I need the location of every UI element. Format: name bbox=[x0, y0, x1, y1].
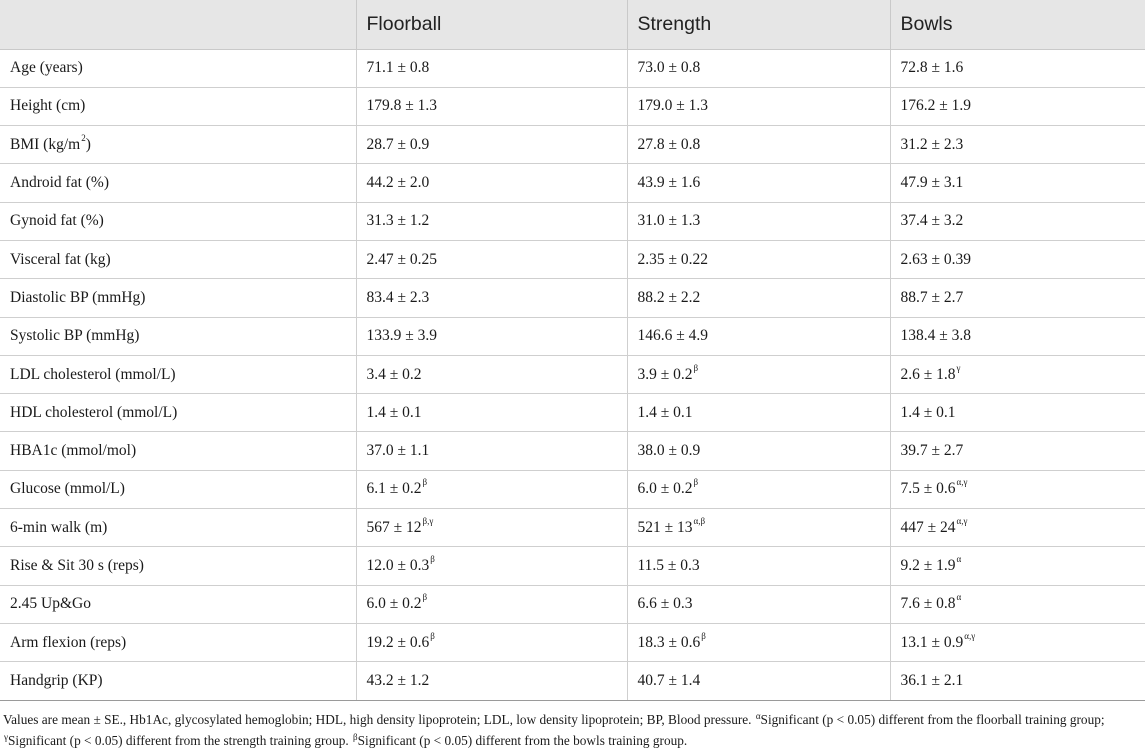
cell-value: 72.8 ± 1.6 bbox=[900, 59, 964, 77]
row-label: Gynoid fat (%) bbox=[10, 212, 104, 230]
row-label-cell bbox=[0, 202, 356, 240]
footnote-alpha-text: Significant (p < 0.05) different from the floorball training group; bbox=[760, 711, 1105, 727]
significance-marker: β bbox=[693, 477, 699, 488]
footnote-gamma-symbol: γ bbox=[4, 731, 8, 742]
significance-marker: α,γ bbox=[956, 515, 968, 526]
cell-value: 43.2 ± 1.2 bbox=[366, 671, 430, 689]
row-label-cell bbox=[0, 87, 356, 125]
cell-value: 11.5 ± 0.3 bbox=[637, 557, 700, 574]
row-label: Diastolic BP (mmHg) bbox=[10, 288, 146, 306]
header-cell-floorball: Floorball bbox=[356, 0, 627, 49]
cell-value: 28.7 ± 0.9 bbox=[366, 135, 430, 153]
table-row bbox=[0, 470, 1145, 508]
row-label: Glucose (mmol/L) bbox=[10, 480, 125, 498]
cell-value: 1.4 ± 0.1 bbox=[637, 403, 693, 421]
cell-value: 567 ± 12 bbox=[366, 518, 422, 536]
cell-value: 19.2 ± 0.6 bbox=[366, 633, 430, 651]
footnote-alpha-symbol: α bbox=[755, 710, 761, 721]
value-cell-strength bbox=[627, 355, 890, 393]
significance-marker: β bbox=[422, 477, 428, 488]
cell-value: 83.4 ± 2.3 bbox=[366, 288, 430, 306]
value-cell-bowls bbox=[890, 432, 1145, 470]
row-label: BMI (kg/m bbox=[10, 135, 81, 153]
value-cell-floorball bbox=[356, 432, 627, 470]
row-label-superscript: 2 bbox=[81, 132, 86, 143]
row-label-cell bbox=[0, 279, 356, 317]
value-cell-strength bbox=[627, 240, 890, 278]
table-row bbox=[0, 279, 1145, 317]
value-cell-bowls bbox=[890, 394, 1145, 432]
row-label-cell bbox=[0, 662, 356, 700]
value-cell-strength bbox=[627, 470, 890, 508]
cell-value: 39.7 ± 2.7 bbox=[900, 442, 964, 460]
value-cell-bowls bbox=[890, 585, 1145, 623]
cell-value: 6.1 ± 0.2 bbox=[366, 480, 422, 498]
significance-marker: α,β bbox=[693, 515, 706, 526]
row-label: 6-min walk (m) bbox=[10, 518, 108, 536]
row-label-cell bbox=[0, 509, 356, 547]
cell-value: 36.1 ± 2.1 bbox=[900, 671, 964, 689]
footnote-gamma-text: Significant (p < 0.05) different from the strength training group. bbox=[7, 732, 353, 748]
row-label-cell bbox=[0, 355, 356, 393]
value-cell-strength bbox=[627, 49, 890, 87]
header-cell-bowls: Bowls bbox=[890, 0, 1145, 49]
significance-marker: β bbox=[430, 630, 435, 641]
row-label: Rise & Sit 30 s (reps) bbox=[10, 557, 144, 574]
value-cell-bowls bbox=[890, 279, 1145, 317]
header-cell-variable bbox=[0, 0, 356, 49]
cell-value: 18.3 ± 0.6 bbox=[637, 633, 701, 651]
cell-value: 31.0 ± 1.3 bbox=[637, 212, 701, 230]
row-label-cell bbox=[0, 623, 356, 661]
significance-marker: γ bbox=[956, 362, 961, 373]
row-label-cell bbox=[0, 585, 356, 623]
row-label: Age (years) bbox=[10, 59, 83, 77]
cell-value: 71.1 ± 0.8 bbox=[366, 59, 430, 77]
value-cell-bowls bbox=[890, 623, 1145, 661]
value-cell-strength bbox=[627, 432, 890, 470]
value-cell-bowls bbox=[890, 662, 1145, 700]
row-label: Handgrip (KP) bbox=[10, 671, 103, 689]
cell-value: 2.35 ± 0.22 bbox=[637, 250, 709, 268]
value-cell-bowls bbox=[890, 202, 1145, 240]
row-label: Height (cm) bbox=[10, 97, 86, 115]
table-row bbox=[0, 355, 1145, 393]
cell-value: 138.4 ± 3.8 bbox=[900, 327, 972, 345]
table-row bbox=[0, 547, 1145, 585]
value-cell-floorball bbox=[356, 547, 627, 585]
row-label: Visceral fat (kg) bbox=[10, 250, 111, 268]
cell-value: 47.9 ± 3.1 bbox=[900, 174, 964, 192]
value-cell-strength bbox=[627, 547, 890, 585]
footnote-beta-text: Significant (p < 0.05) different from the bowls training group. bbox=[357, 732, 688, 748]
row-label-cell bbox=[0, 470, 356, 508]
cell-value: 1.4 ± 0.1 bbox=[900, 403, 956, 421]
row-label-cell bbox=[0, 164, 356, 202]
cell-value: 521 ± 13 bbox=[637, 518, 693, 536]
value-cell-strength bbox=[627, 164, 890, 202]
value-cell-strength bbox=[627, 279, 890, 317]
row-label-cell bbox=[0, 317, 356, 355]
row-label: HBA1c (mmol/mol) bbox=[10, 442, 137, 460]
table-row bbox=[0, 87, 1145, 125]
value-cell-floorball bbox=[356, 317, 627, 355]
cell-value: 146.6 ± 4.9 bbox=[637, 327, 709, 345]
table-row bbox=[0, 202, 1145, 240]
header-cell-strength: Strength bbox=[627, 0, 890, 49]
cell-value: 176.2 ± 1.9 bbox=[900, 97, 972, 115]
table-body bbox=[0, 49, 1145, 700]
value-cell-floorball bbox=[356, 87, 627, 125]
cell-value: 38.0 ± 0.9 bbox=[637, 442, 701, 460]
table-row bbox=[0, 49, 1145, 87]
cell-value: 133.9 ± 3.9 bbox=[366, 327, 438, 345]
cell-value: 88.7 ± 2.7 bbox=[900, 288, 964, 306]
cell-value: 7.6 ± 0.8 bbox=[900, 595, 956, 613]
table-row bbox=[0, 509, 1145, 547]
significance-marker: β bbox=[430, 554, 435, 564]
row-label: 2.45 Up&Go bbox=[10, 595, 91, 613]
cell-value: 88.2 ± 2.2 bbox=[637, 288, 701, 306]
significance-marker: α,γ bbox=[956, 477, 968, 488]
value-cell-floorball bbox=[356, 623, 627, 661]
cell-value: 40.7 ± 1.4 bbox=[637, 671, 701, 689]
row-label: HDL cholesterol (mmol/L) bbox=[10, 403, 178, 421]
value-cell-floorball bbox=[356, 662, 627, 700]
row-label-cell bbox=[0, 432, 356, 470]
cell-value: 2.6 ± 1.8 bbox=[900, 365, 956, 383]
value-cell-strength bbox=[627, 585, 890, 623]
cell-value: 37.4 ± 3.2 bbox=[900, 212, 964, 230]
cell-value: 31.3 ± 1.2 bbox=[366, 212, 430, 230]
value-cell-bowls bbox=[890, 547, 1145, 585]
value-cell-strength bbox=[627, 509, 890, 547]
value-cell-strength bbox=[627, 317, 890, 355]
row-label-cell bbox=[0, 394, 356, 432]
footnote-beta-symbol: β bbox=[353, 731, 358, 742]
row-label: Systolic BP (mmHg) bbox=[10, 327, 140, 345]
value-cell-floorball bbox=[356, 279, 627, 317]
cell-value: 44.2 ± 2.0 bbox=[366, 174, 430, 192]
value-cell-strength bbox=[627, 662, 890, 700]
table-row bbox=[0, 432, 1145, 470]
value-cell-floorball bbox=[356, 126, 627, 164]
cell-value: 6.6 ± 0.3 bbox=[637, 595, 693, 613]
value-cell-floorball bbox=[356, 49, 627, 87]
row-label: Android fat (%) bbox=[10, 174, 109, 192]
value-cell-bowls bbox=[890, 317, 1145, 355]
cell-value: 43.9 ± 1.6 bbox=[637, 174, 701, 192]
cell-value: 13.1 ± 0.9 bbox=[900, 633, 964, 651]
value-cell-floorball bbox=[356, 509, 627, 547]
significance-marker: α bbox=[956, 592, 962, 603]
row-label-cell bbox=[0, 240, 356, 278]
value-cell-floorball bbox=[356, 202, 627, 240]
cell-value: 179.8 ± 1.3 bbox=[366, 97, 438, 115]
significance-marker: α bbox=[956, 554, 962, 564]
significance-marker: β bbox=[701, 630, 706, 641]
cell-value: 2.63 ± 0.39 bbox=[900, 250, 972, 268]
value-cell-bowls bbox=[890, 126, 1145, 164]
cell-value: 37.0 ± 1.1 bbox=[366, 442, 430, 460]
table-row bbox=[0, 317, 1145, 355]
row-label: LDL cholesterol (mmol/L) bbox=[10, 365, 176, 383]
cell-value: 1.4 ± 0.1 bbox=[366, 403, 422, 421]
table-row bbox=[0, 662, 1145, 700]
row-label-cell bbox=[0, 547, 356, 585]
value-cell-bowls bbox=[890, 355, 1145, 393]
value-cell-strength bbox=[627, 202, 890, 240]
cell-value: 3.9 ± 0.2 bbox=[637, 365, 693, 383]
value-cell-floorball bbox=[356, 470, 627, 508]
value-cell-strength bbox=[627, 394, 890, 432]
cell-value: 31.2 ± 2.3 bbox=[900, 135, 964, 153]
cell-value: 447 ± 24 bbox=[900, 518, 956, 536]
row-label-cell bbox=[0, 126, 356, 164]
cell-value: 9.2 ± 1.9 bbox=[900, 557, 956, 574]
table-row bbox=[0, 164, 1145, 202]
significance-marker: α,γ bbox=[964, 630, 976, 641]
value-cell-strength bbox=[627, 623, 890, 661]
significance-marker: β bbox=[422, 592, 428, 603]
table-row bbox=[0, 394, 1145, 432]
cell-value: 2.47 ± 0.25 bbox=[366, 250, 438, 268]
table-row bbox=[0, 240, 1145, 278]
value-cell-floorball bbox=[356, 240, 627, 278]
table-footnote bbox=[0, 701, 1145, 751]
value-cell-bowls bbox=[890, 87, 1145, 125]
value-cell-floorball bbox=[356, 164, 627, 202]
row-label: Arm flexion (reps) bbox=[10, 633, 127, 651]
footnote-intro: Values are mean ± SE., Hb1Ac, glycosylated hemoglobin; HDL, high density lipoprotein; LDL, low density lipoprotein; BP, Blood pressure. bbox=[3, 711, 755, 727]
table-row bbox=[0, 126, 1145, 164]
value-cell-strength bbox=[627, 87, 890, 125]
value-cell-floorball bbox=[356, 394, 627, 432]
significance-marker: β bbox=[693, 362, 699, 373]
value-cell-bowls bbox=[890, 509, 1145, 547]
cell-value: 7.5 ± 0.6 bbox=[900, 480, 956, 498]
row-label-cell bbox=[0, 49, 356, 87]
cell-value: 12.0 ± 0.3 bbox=[366, 557, 430, 574]
cell-value: 6.0 ± 0.2 bbox=[637, 480, 693, 498]
row-label-suffix: ) bbox=[85, 135, 91, 153]
value-cell-bowls bbox=[890, 240, 1145, 278]
value-cell-bowls bbox=[890, 164, 1145, 202]
value-cell-floorball bbox=[356, 355, 627, 393]
value-cell-bowls bbox=[890, 49, 1145, 87]
value-cell-strength bbox=[627, 126, 890, 164]
cell-value: 6.0 ± 0.2 bbox=[366, 595, 422, 613]
cell-value: 179.0 ± 1.3 bbox=[637, 97, 709, 115]
table-row bbox=[0, 623, 1145, 661]
value-cell-floorball bbox=[356, 585, 627, 623]
significance-marker: β,γ bbox=[422, 515, 434, 526]
value-cell-bowls bbox=[890, 470, 1145, 508]
cell-value: 27.8 ± 0.8 bbox=[637, 135, 701, 153]
cell-value: 3.4 ± 0.2 bbox=[366, 365, 422, 383]
table-row bbox=[0, 585, 1145, 623]
table-header-row bbox=[0, 0, 1145, 49]
cell-value: 73.0 ± 0.8 bbox=[637, 59, 701, 77]
